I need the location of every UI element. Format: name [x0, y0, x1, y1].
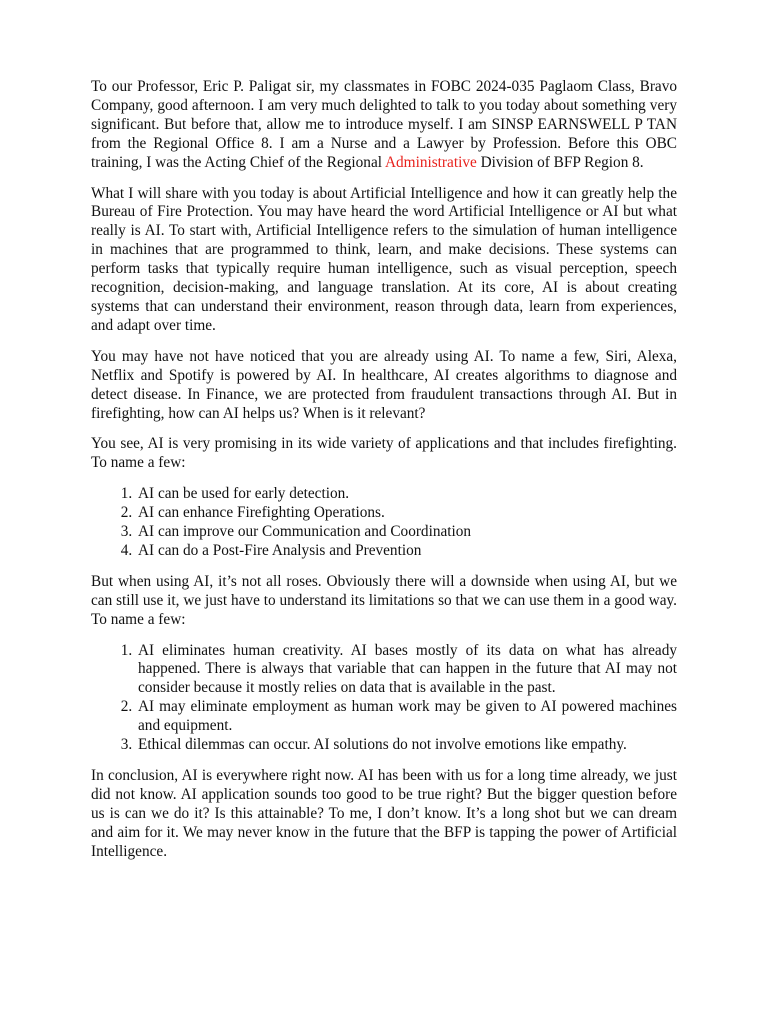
list-item: 2. AI can enhance Firefighting Operations. — [136, 504, 677, 523]
conclusion-paragraph: In conclusion, AI is everywhere right now. AI has been with us for a long time already, we just did not know. AI application sounds too good to be true right? But the bigger question before us is can we do it? Is this attainable? To me, I don’t know. It’s a long shot but we can dream and aim for it. We may never know in the future that the BFP is tapping the power of Artificial Intelligence. — [91, 767, 677, 860]
intro-text-before: To our Professor, Eric P. Paligat sir, my classmates in FOBC 2024-035 Paglaom Class, Bravo Company, good afternoon. I am very much delighted to talk to you today about something very significant. But before that, allow me to introduce myself. I am SINSP EARNSWELL P TAN from the Regional Office 8. I am a Nurse and a Lawyer by Profession. Before this OBC training, I was the Acting Chief of the Regional — [91, 78, 677, 171]
list-item: 3. AI can improve our Communication and Coordination — [136, 523, 677, 542]
list-item: 1. AI can be used for early detection. — [136, 485, 677, 504]
ai-downside-paragraph: But when using AI, it’s not all roses. Obviously there will a downside when using AI, but we can still use it, we just have to understand its limitations so that we can use them in a good way. To name a few: — [91, 572, 677, 628]
ai-applications-intro-paragraph: You see, AI is very promising in its wide variety of applications and that includes firefighting. To name a few: — [91, 435, 677, 472]
ai-benefits-list — [91, 485, 677, 561]
administrative-highlight: Administrative — [384, 153, 477, 171]
ai-limitations-list — [91, 642, 677, 755]
list-item: 2. AI may eliminate employment as human work may be given to AI powered machines and equipment. — [136, 698, 677, 736]
list-item: 1. AI eliminates human creativity. AI bases mostly of its data on what has already happened. There is always that variable that can happen in the future that AI may not consider because it mostly relies on data that is available in the past. — [136, 642, 677, 699]
ai-definition-paragraph: What I will share with you today is about Artificial Intelligence and how it can greatly help the Bureau of Fire Protection. You may have heard the word Artificial Intelligence or AI but what really is AI. To start with, Artificial Intelligence refers to the simulation of human intelligence in machines that are programmed to think, learn, and make decisions. These systems can perform tasks that typically require human intelligence, such as visual perception, speech recognition, decision-making, and language translation. At its core, AI is about creating systems that can understand their environment, reason through data, learn from experiences, and adapt over time. — [91, 184, 677, 334]
list-item: 3. Ethical dilemmas can occur. AI solutions do not involve emotions like empathy. — [136, 736, 677, 755]
intro-paragraph — [91, 78, 677, 173]
list-item: 4. AI can do a Post-Fire Analysis and Prevention — [136, 542, 677, 561]
ai-usage-paragraph: You may have not have noticed that you are already using AI. To name a few, Siri, Alexa, Netflix and Spotify is powered by AI. In healthcare, AI creates algorithms to diagnose and detect disease. In Finance, we are protected from fraudulent transactions through AI. But in firefighting, how can AI helps us? When is it relevant? — [91, 347, 677, 422]
intro-text-after: Division of BFP Region 8. — [476, 153, 644, 171]
